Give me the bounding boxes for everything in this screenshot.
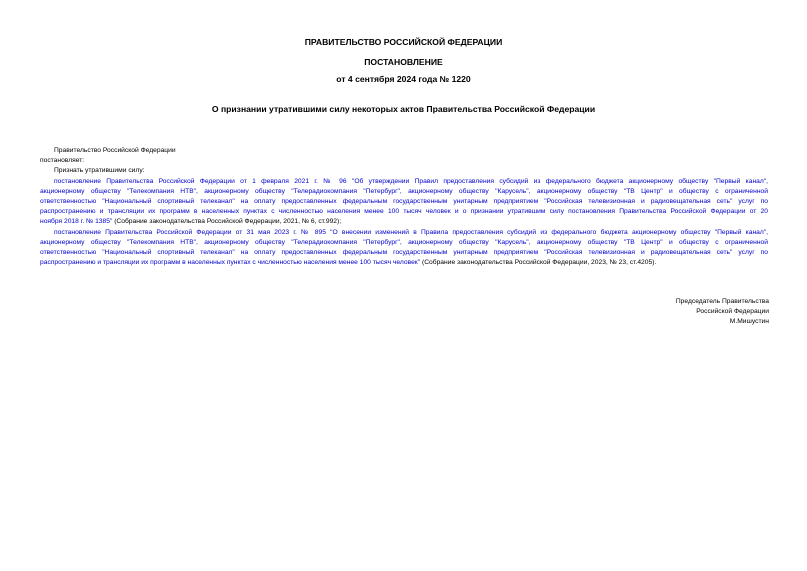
repealed-act-item-1 xyxy=(40,177,768,228)
act-link[interactable]: ответственностью "Национальный спортивный телеканал" на оплату предоставленных федеральным государственным унитарным предприятием "Российская телевизионная и радиовещательная сеть" услуг по xyxy=(40,198,768,206)
signatory-position: Российской Федерации xyxy=(696,308,769,316)
government-heading: ПРАВИТЕЛЬСТВО РОССИЙСКОЙ ФЕДЕРАЦИИ xyxy=(304,37,503,47)
document-body xyxy=(40,146,768,268)
act-link[interactable]: постановление Правительства Российской Федерации от 1 февраля 2021 г. № 96 "Об утверждении Правил предоставления субсидий из федерального бюджета акционерному обществу "Первый канал", xyxy=(54,177,768,185)
act-source-citation: (Собрание законодательства Российской Федерации, 2021, № 6, ст.992); xyxy=(112,218,342,226)
intro-line: постановляет: xyxy=(40,157,85,165)
act-link[interactable]: распространению и трансляции их программ в населенных пунктах с численностью населения менее 100 тысяч человек и о признании утратившим силу постановления Правительства Российской Федерации от 20 xyxy=(40,208,768,216)
repealed-act-item-2 xyxy=(40,228,768,269)
signatory-position: Председатель Правительства xyxy=(675,298,769,305)
act-link[interactable]: ноября 2018 г. № 1385" xyxy=(40,218,113,226)
act-link[interactable]: распространению и трансляции их программ в населенных пунктах с численностью населения менее 100 тысяч человек" xyxy=(40,259,421,267)
decree-line: Признать утратившими силу: xyxy=(54,167,145,175)
act-source-citation: (Собрание законодательства Российской Федерации, 2023, № 23, ст.4205). xyxy=(420,259,657,267)
date-number-heading: от 4 сентября 2024 года № 1220 xyxy=(336,74,471,84)
signatory-name: М.Мишустин xyxy=(729,318,769,326)
signature-block xyxy=(676,297,769,328)
act-line-end xyxy=(40,258,768,268)
document-type-heading: ПОСТАНОВЛЕНИЕ xyxy=(364,57,443,67)
act-link[interactable]: постановление Правительства Российской Федерации от 31 мая 2023 г. № 895 "О внесении изменений в Правила предоставления субсидий из федерального бюджета акционерному обществу "Первый канал", xyxy=(54,228,768,236)
act-line-end xyxy=(40,217,768,227)
act-link[interactable]: акционерному обществу "Телекомпания НТВ", акционерному обществу "Телерадиокомпания "Петербург", акционерному обществу "Карусель", акционерному обществу "ТВ Центр" и обществу с ограниченной xyxy=(40,187,768,195)
intro-line: Правительство Российской Федерации xyxy=(54,147,176,154)
document-title: О признании утратившими силу некоторых актов Правительства Российской Федерации xyxy=(211,104,596,114)
act-link[interactable]: ответственностью "Национальный спортивный телеканал" на оплату предоставленных федеральным государственным унитарным предприятием "Российская телевизионная и радиовещательная сеть" услуг по xyxy=(40,249,768,257)
act-link[interactable]: акционерному обществу "Телекомпания НТВ", акционерному обществу "Телерадиокомпания "Петербург", акционерному обществу "Карусель", акционерному обществу "ТВ Центр" и обществу с ограниченной xyxy=(40,238,768,246)
